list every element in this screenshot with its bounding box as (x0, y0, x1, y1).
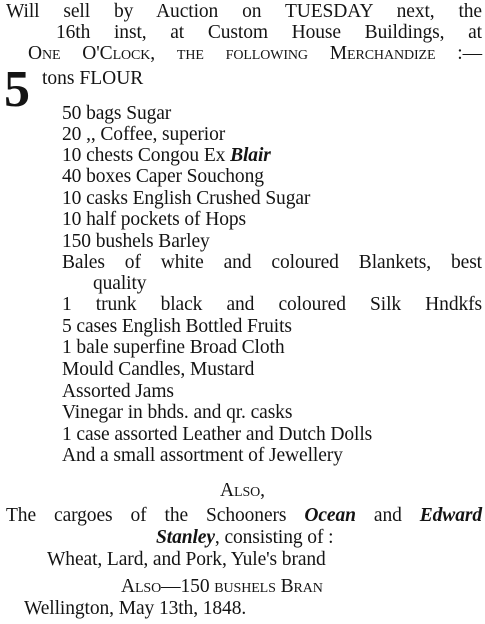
intro-line-2: 16th inst, at Custom House Buildings, at (56, 22, 482, 43)
list-item: 20 ,, Coffee, superior (62, 124, 226, 145)
list-item: And a small assortment of Jewellery (62, 445, 343, 466)
list-item: 150 bushels Barley (62, 231, 210, 252)
cargo-line-3: Wheat, Lard, and Pork, Yule's brand (47, 549, 326, 570)
lead-quantity-drop-numeral: 5 (4, 61, 30, 118)
intro-line-1: Will sell by Auction on TUESDAY next, the (6, 1, 482, 22)
ship-name-edward: Edward (419, 505, 482, 526)
cargo-text: , consisting of : (214, 527, 334, 548)
ship-name-ocean: Ocean (304, 505, 356, 526)
list-item: Bales of white and coloured Blankets, best (62, 252, 482, 273)
list-item: Mould Candles, Mustard (62, 359, 255, 380)
list-item-text: 10 chests Congou Ex (62, 145, 231, 166)
also-bran: Also—150 bushels Bran (121, 576, 323, 597)
ship-name-stanley: Stanley (156, 527, 215, 548)
list-item: Vinegar in bhds. and qr. casks (62, 402, 293, 423)
list-item: 5 cases English Bottled Fruits (62, 316, 292, 337)
list-item (62, 145, 271, 166)
cargo-text: The cargoes of the Schooners (6, 505, 305, 526)
also-heading: Also, (220, 480, 265, 501)
lead-item-label: tons FLOUR (42, 68, 144, 89)
ship-name-blair: Blair (230, 145, 271, 166)
list-item: 10 half pockets of Hops (62, 209, 246, 230)
cargo-text: and (355, 505, 420, 526)
list-item: 40 boxes Caper Souchong (62, 166, 264, 187)
list-item: 1 trunk black and coloured Silk Hndkfs (62, 294, 482, 315)
list-item: 1 bale superfine Broad Cloth (62, 337, 285, 358)
dateline: Wellington, May 13th, 1848. (24, 598, 247, 619)
intro-line-3: One O'Clock, the following Merchandize :— (28, 43, 482, 64)
list-item-continuation: quality (93, 273, 147, 294)
list-item: 1 case assorted Leather and Dutch Dolls (62, 424, 373, 445)
list-item: 50 bags Sugar (62, 103, 172, 124)
list-item: 10 casks English Crushed Sugar (62, 188, 311, 209)
cargo-line-1 (6, 505, 482, 526)
list-item: Assorted Jams (62, 381, 174, 402)
cargo-line-2 (156, 527, 333, 548)
